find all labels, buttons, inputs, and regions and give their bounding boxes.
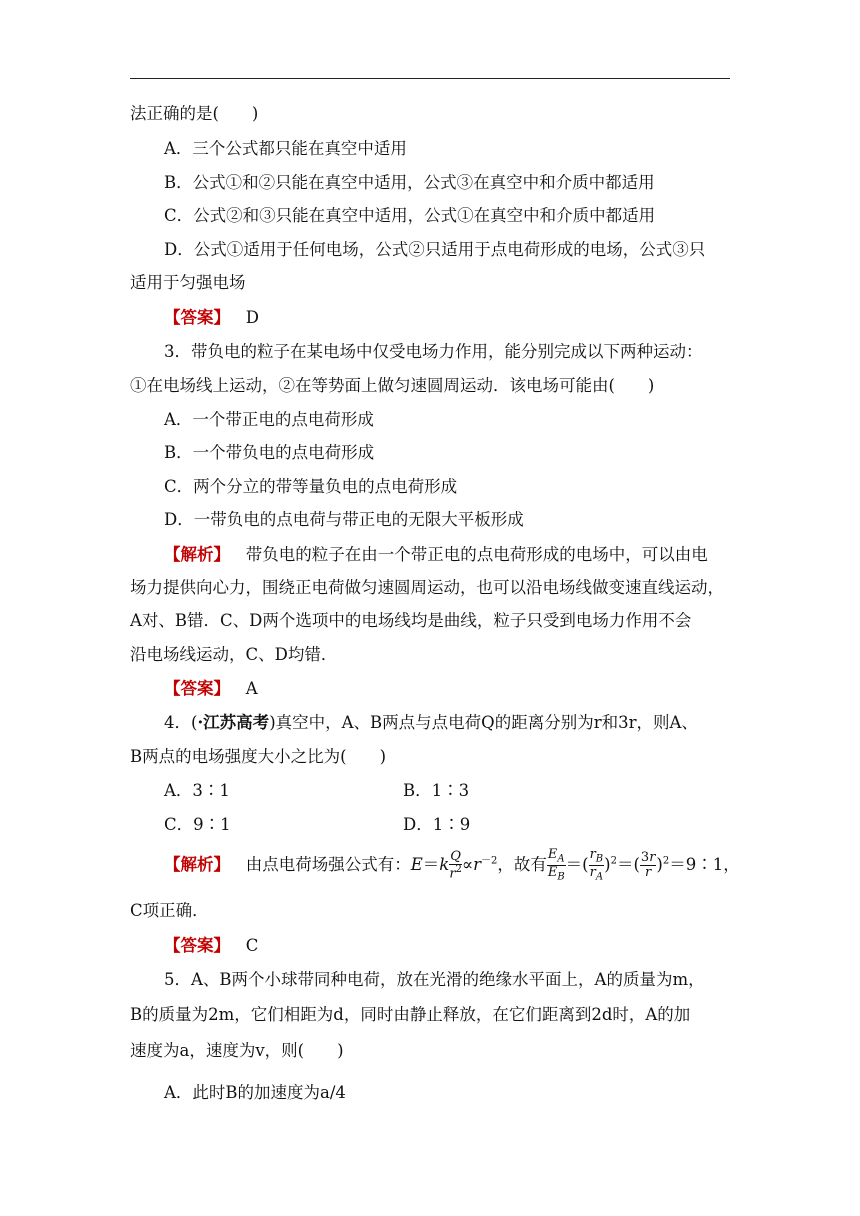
header-rule	[130, 78, 730, 79]
q4-line1-rest: )真空中，A、B两点与点电荷Q的距离分别为r和3r，则A、	[269, 713, 698, 732]
q3-option-b: B．一个带负电的点电荷形成	[164, 443, 375, 462]
q4-source: ·江苏高考	[197, 713, 270, 732]
q3-option-a: A．一个带正电的点电荷形成	[164, 410, 374, 429]
q5-stem-line3: 速度为a，速度为v，则( )	[130, 1041, 344, 1060]
q3-analysis-line2: 场力提供向心力，围绕正电荷做匀速圆周运动，也可以沿电场线做变速直线运动，	[130, 578, 724, 597]
q4-analysis-text: 由点电荷场强公式有：	[245, 855, 411, 875]
answer-label: 【答案】	[164, 308, 230, 327]
q3-analysis-line1	[164, 547, 708, 564]
q4-option-b: B．1∶3	[403, 781, 470, 800]
q2-option-d-cont: 适用于匀强电场	[130, 273, 246, 292]
q4-analysis-line1	[164, 848, 740, 883]
answer-label: 【答案】	[164, 679, 230, 698]
q5-stem-line1: 5．A、B两个小球带同种电荷，放在光滑的绝缘水平面上，A的质量为m，	[164, 970, 705, 989]
q2-answer: D	[245, 308, 259, 327]
q3-option-d: D．一带负电的点电荷与带正电的无限大平板形成	[164, 510, 524, 529]
q4-prefix: 4．(	[164, 713, 198, 732]
q4-analysis-end: C项正确．	[130, 901, 209, 920]
q3-analysis-line4: 沿电场线运动，C、D均错．	[130, 645, 338, 664]
answer-label: 【答案】	[164, 936, 230, 955]
q5-stem-line2: B的质量为2m，它们相距为d，同时由静止释放，在它们距离到2d时，A的加	[130, 1005, 691, 1024]
q2-answer-line	[164, 310, 259, 327]
q3-option-c: C．两个分立的带等量负电的点电荷形成	[164, 477, 458, 496]
q4-formula: E＝k $\frac{Q}{r^2}$ $\propto r^{-2}$，故有 $\frac{E_A}{E_B}$ ＝( $\frac{r_B}{r_A}$ )$^2$＝( $\frac{3r}{r}$ )$^2$＝9∶1，	[410, 847, 740, 883]
q4-answer: C	[245, 936, 259, 955]
q3-answer: A	[245, 679, 258, 698]
q4-option-d: D．1∶9	[403, 815, 471, 834]
q3-stem-line1: 3．带负电的粒子在某电场中仅受电场力作用，能分别完成以下两种运动：	[164, 342, 703, 361]
q5-option-a: A．此时B的加速度为a/4	[164, 1083, 346, 1102]
q4-answer-line	[164, 938, 258, 955]
q3-stem-line2: ①在电场线上运动，②在等势面上做匀速圆周运动．该电场可能由( )	[130, 376, 655, 395]
q2-option-b: B．公式①和②只能在真空中适用，公式③在真空中和介质中都适用	[164, 173, 655, 192]
q4-stem-line1	[164, 715, 698, 732]
q2-option-d: D．公式①适用于任何电场，公式②只适用于点电荷形成的电场，公式③只	[164, 240, 706, 259]
analysis-label: 【解析】	[164, 855, 230, 875]
q3-answer-line	[164, 681, 258, 698]
q2-option-c: C．公式②和③只能在真空中适用，公式①在真空中和介质中都适用	[164, 206, 656, 225]
q2-option-a: A．三个公式都只能在真空中适用	[164, 139, 407, 158]
q4-option-a: A．3∶1	[164, 781, 230, 800]
q4-stem-line2: B两点的电场强度大小之比为( )	[130, 747, 386, 766]
q2-stem-tail: 法正确的是( )	[130, 104, 259, 123]
q3-analysis-text1: 带负电的粒子在由一个带正电的点电荷形成的电场中，可以由电	[245, 545, 708, 564]
q4-option-c: C．9∶1	[164, 815, 231, 834]
q3-analysis-line3: A对、B错．C、D两个选项中的电场线均是曲线，粒子只受到电场力作用不会	[130, 611, 692, 630]
analysis-label: 【解析】	[164, 545, 230, 564]
